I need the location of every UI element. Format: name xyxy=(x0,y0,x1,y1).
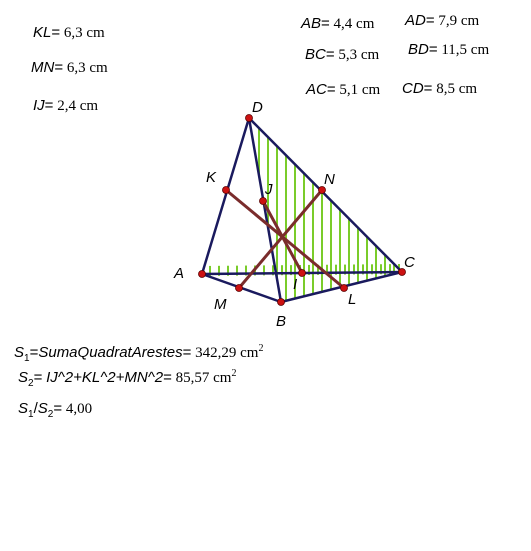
measure-kl-value: 6,3 cm xyxy=(63,25,105,41)
label-n: N xyxy=(324,171,335,188)
equals-sign: = xyxy=(54,59,64,76)
equals-sign: = xyxy=(425,12,435,29)
equals-sign: = xyxy=(325,46,335,63)
ratio-value: 4,00 xyxy=(65,401,93,417)
point-l xyxy=(341,285,348,292)
label-j: J xyxy=(265,181,273,198)
s2-subscript: 2 xyxy=(28,378,34,389)
equals-sign: = xyxy=(182,344,192,361)
measure-ab-label: AB xyxy=(301,15,322,32)
measure-ac-value: 5,1 cm xyxy=(339,82,381,98)
s1-subscript: 1 xyxy=(24,353,30,364)
point-m xyxy=(236,285,243,292)
measure-bd-value: 11,5 cm xyxy=(441,42,490,58)
label-d: D xyxy=(252,99,263,116)
equals-sign: = xyxy=(321,15,330,32)
label-a: A xyxy=(174,265,185,282)
point-b xyxy=(278,299,285,306)
s1-expression: SumaQuadratArestes xyxy=(38,344,183,361)
s2-value: 85,57 cm xyxy=(175,370,232,386)
ratio-den-symbol: S xyxy=(37,400,48,417)
ratio-num-subscript: 1 xyxy=(28,409,34,420)
measure-ac-label: AC xyxy=(306,81,327,98)
equals-sign: = xyxy=(163,369,172,386)
measure-ad-value: 7,9 cm xyxy=(438,13,480,29)
label-i: I xyxy=(293,276,298,293)
point-a xyxy=(199,271,206,278)
point-k xyxy=(223,187,230,194)
s2-expression: IJ^2+KL^2+MN^2 xyxy=(46,369,164,386)
s1-value: 342,29 cm xyxy=(195,345,259,361)
s2-symbol: S xyxy=(18,369,29,386)
s1-symbol: S xyxy=(14,344,25,361)
measure-bd-label: BD xyxy=(408,41,429,58)
edge-ad xyxy=(202,118,249,274)
ratio-slash: / xyxy=(33,400,38,417)
measure-bc-value: 5,3 cm xyxy=(338,47,380,63)
points xyxy=(199,115,406,306)
measure-bc-label: BC xyxy=(305,46,326,63)
label-m: M xyxy=(214,296,227,313)
measure-ij-label: IJ xyxy=(33,97,45,114)
formula-ratio xyxy=(18,400,92,418)
measure-ab-value: 4,4 cm xyxy=(333,16,375,32)
ratio-num-symbol: S xyxy=(18,400,29,417)
equals-sign: = xyxy=(29,344,39,361)
equals-sign: = xyxy=(51,24,61,41)
equals-sign: = xyxy=(428,41,438,58)
formula-s2 xyxy=(18,369,236,387)
point-i xyxy=(299,270,306,277)
measure-mn-value: 6,3 cm xyxy=(66,60,108,76)
equals-sign: = xyxy=(423,80,433,97)
label-c: C xyxy=(404,254,415,271)
equals-sign: = xyxy=(326,81,336,98)
s1-unit-exponent: 2 xyxy=(258,343,264,354)
measure-ad-label: AD xyxy=(405,12,426,29)
measure-cd-label: CD xyxy=(402,80,424,97)
label-k: K xyxy=(206,169,217,186)
equals-sign: = xyxy=(53,400,63,417)
measure-mn-label: MN xyxy=(31,59,55,76)
equals-sign: = xyxy=(33,369,43,386)
ratio-den-subscript: 2 xyxy=(47,409,54,420)
equals-sign: = xyxy=(44,97,54,114)
measure-kl-label: KL xyxy=(33,24,52,41)
point-j xyxy=(260,198,267,205)
formula-s1 xyxy=(14,344,263,362)
measure-ij-value: 2,4 cm xyxy=(57,98,99,114)
s2-unit-exponent: 2 xyxy=(231,368,237,379)
label-l: L xyxy=(348,291,357,308)
measure-cd-value: 8,5 cm xyxy=(436,81,478,97)
label-b: B xyxy=(276,313,287,330)
